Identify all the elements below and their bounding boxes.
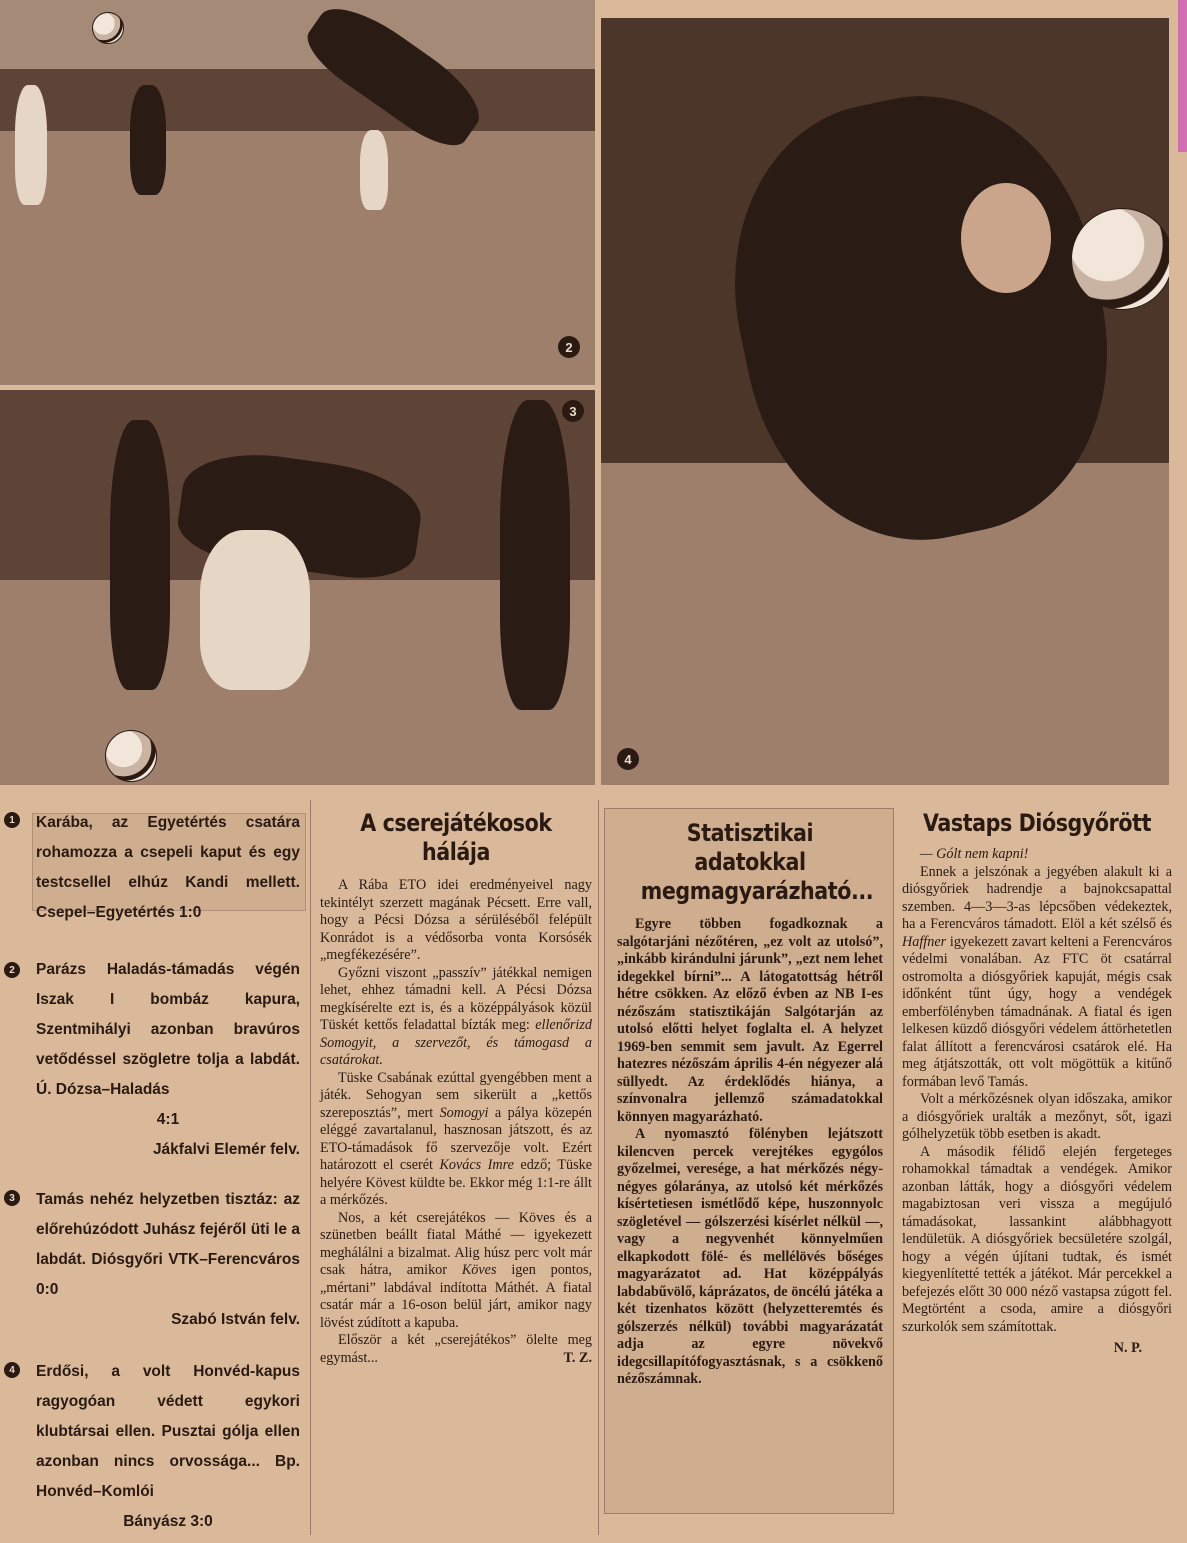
article-paragraph: A Rába ETO idei eredményeivel nagy tekintélyt szerzett magának Pécsett. Erre vall, hogy a Pécsi Dózsa a sérüléséből felépült Konrádot is a védősorba vonta Korsósék „megfékezésére”. <box>320 877 592 963</box>
article-paragraph: Volt a mérkőzésnek olyan időszaka, amikor a diósgyőriek uralták a mezőnyt, sőt, igazi gólhelyzetük több esetben is akadt. <box>902 1091 1172 1142</box>
player-figure <box>360 130 388 210</box>
emphasis-text: ellenőrizd Somogyit, a szervezőt, és támogasd a csatárokat. <box>320 1017 592 1068</box>
paragraph-text: edző; Tüske helyére Kövest küldte be. Ekkor még 1:1-re állt a mérkőzés. <box>320 1157 593 1208</box>
photo-3 <box>0 390 595 785</box>
paragraph-text: Ennek a jelszónak a jegyében alakult ki a diósgyőriek hadrendje a bajnokcsapattal szemben. 4—3—3-as lépcsőben védekeztek, ha a Ferencváros támadott. Elöl a két szélső és <box>902 863 1172 932</box>
football-icon <box>1071 208 1169 310</box>
article-cserejatekosok <box>320 805 592 1367</box>
article-title: Statisztikai adatokkal megmagyarázható... <box>640 819 874 905</box>
emphasis-text: Haffner <box>902 933 947 950</box>
article-paragraph <box>902 864 1172 1092</box>
caption-1 <box>36 808 300 928</box>
caption-text: Parázs Haladás-támadás végén Iszak I bombáz kapura, Szentmihályi azonban bravúros vetődéssel szögletre tolja a labdát. Ú. Dózsa–Haladás <box>36 961 300 1098</box>
stadium-crowd <box>0 69 595 131</box>
article-paragraph <box>320 1210 592 1333</box>
article-paragraph <box>320 1332 592 1367</box>
caption-number-badge: 1 <box>4 812 20 828</box>
caption-3 <box>36 1185 300 1335</box>
paragraph-text: igen pontos, „mértani” labdával indította Máthét. A fiatal csatár már a 16-oson belül járt, amikor nagy lövést zúdított a kapuba. <box>320 1262 593 1331</box>
caption-number-badge: 3 <box>4 1190 20 1206</box>
caption-2 <box>36 955 300 1165</box>
football-icon <box>105 730 157 782</box>
goalkeeper-head <box>961 183 1051 293</box>
article-paragraph <box>320 965 592 1070</box>
column-rule <box>598 800 599 1535</box>
paragraph-text: Győzni viszont „passzív” játékkal nemigen lehet, ehhez támadni kell. A Pécsi Dózsa megkísérelte ezt is, és a középpályások közül Tüskét kettős feladattal bízták meg: <box>320 964 592 1033</box>
sky <box>0 0 595 69</box>
caption-credit: Szabó István felv. <box>171 1311 300 1328</box>
caption-text: Tamás nehéz helyzetben tisztáz: az előrehúzódott Juhász fejéről üti le a labdát. Diósgyőri VTK–Ferencváros 0:0 <box>36 1191 300 1298</box>
article-title: Vastaps Diósgyőrött <box>922 809 1152 837</box>
player-figure <box>110 420 170 690</box>
article-title: A cserejátékosok hálája <box>360 809 552 866</box>
caption-score: 4:1 <box>156 1111 180 1128</box>
caption-4 <box>36 1357 300 1537</box>
article-paragraph: Egyre többen fogadkoznak a salgótarjáni nézőtéren, „ez volt az utolsó”, „inkább kirándulni járunk”, „ezt nem lehet idegekkel bírni”... A látogatottság hétről hétre csökken. Az előző évben az NB I-es nézőszám statisztikáján Salgótarján az utolsó előtti helyet foglalta el. A helyzet 1969-ben semmit sem javult. Az Egerrel hatezres nézőszám április 4-én négyezer alá süllyedt. Az érdeklődés hiánya, a színvonalra jellemző számadatokkal könnyen magyarázható. <box>617 916 883 1125</box>
caption-score: Bányász 3:0 <box>123 1513 213 1530</box>
article-signature: N. P. <box>1113 1340 1142 1356</box>
emphasis-text: Kovács Imre <box>439 1157 514 1173</box>
column-rule <box>310 800 311 1535</box>
player-figure <box>130 85 166 195</box>
article-statisztikai <box>604 808 894 1514</box>
photo-number-badge: 3 <box>562 400 584 422</box>
paragraph-text: a pálya közepén eléggé zavartalanul, hasznosan játszott, és az ETO-támadások fő szervezője volt. Ezért határozott el cserét <box>320 1104 592 1173</box>
article-paragraph: A nyomasztó fölényben lejátszott kilencven percek verejtékes egygólos győzelmei, veresége, a hat mérkőzés négy-négyes gólaránya, az utolsó két mérkőzés kísértetiesen ismétlődő képe, huszonnyolc szögletével — gólszerzési kísérlet nélkül —, vagy a negyvenhét könnyelműen elkapkodott fölé- és mellélövés bőséges magyarázatot ad. Hat középpályás labdabűvölő, káprázatos, de öncélú játéka a két tizenhatos között (helyzetteremtés és gólszerzés nélkül) további magyarázatát adja az egyre növekvő idegcsillapítófogyasztásnak, s a csökkenő nézőszámnak. <box>617 1126 883 1387</box>
paragraph-text: Tüske Csabának ezúttal gyengébben ment a játék. Sehogyan sem sikerült a „kettős szereposztás”, mert <box>320 1069 592 1121</box>
caption-text: Karába, az Egyetértés csatára rohamozza a csepeli kaput és egy testcsellel elhúz Kandi mellett. Csepel–Egyetértés 1:0 <box>36 814 300 921</box>
photo-1 <box>0 0 595 385</box>
caption-text: Erdősi, a volt Honvéd-kapus ragyogóan védett egykori klubtársai ellen. Pusztai gólja ellen azonban nincs orvossága... Bp. Honvéd–Komlói <box>36 1363 300 1500</box>
player-figure <box>200 530 310 690</box>
emphasis-text: Somogyi <box>439 1104 489 1121</box>
paragraph-text: igyekezett zavart kelteni a Ferencváros védelmi vonalában. Az FTC öt csatárral ostromolta a diósgyőriek kapuját, mégis csak időnként tűnt úgy, hogy a vendégek emberfölényben támadnának. A fiatal és igen lelkesen küzdő diósgyőri védelem áttörhetetlen falat állított a ferencvárosi csatárok elé. Ha meg átjátszották, ott volt mögöttük a kitűnő formában levő Tamás. <box>902 933 1172 1090</box>
article-lead: — Gólt nem kapni! <box>920 846 1029 862</box>
article-paragraph <box>320 1070 592 1210</box>
article-vastaps <box>902 805 1172 1358</box>
article-signature: T. Z. <box>563 1349 592 1366</box>
caption-credit: Jákfalvi Elemér felv. <box>152 1141 300 1158</box>
football-icon <box>92 12 124 44</box>
photo-number-badge: 4 <box>617 748 639 770</box>
emphasis-text: Köves <box>461 1262 497 1278</box>
player-figure <box>15 85 47 205</box>
edge-color-mark <box>1178 0 1187 152</box>
paragraph-text: Először a két „cserejátékos” ölelte meg egymást... <box>320 1332 592 1366</box>
photo-number-badge: 2 <box>558 336 580 358</box>
caption-number-badge: 4 <box>4 1362 20 1378</box>
pitch <box>0 131 595 385</box>
player-figure <box>500 400 570 710</box>
article-paragraph: A második félidő elején fergeteges rohamokkal támadtak a vendégek. Amikor azonban látták, hogy a diósgyőri védelem magabiztosan veri vissza a megújuló támadásokat, lassankint alábbhagyott lendületük. A diósgyőriek becsületére szolgál, hogy a végén újítani tudtak, és ismét kiegyenlítetté tették a játékot. Már percekkel a befejezés előtt 30 000 néző vastapsa zúgott fel. Megtörtént a csoda, amire a diósgyőri szurkolók sem számítottak. <box>902 1143 1172 1335</box>
paragraph-text: Nos, a két cserejátékos — Köves és a szünetben beállt fiatal Máthé — igyekezett meghálálni a bizalmat. Alig húsz perc volt már csak hátra, amikor <box>320 1209 592 1278</box>
caption-number-badge: 2 <box>4 962 20 978</box>
photo-4 <box>601 18 1169 785</box>
